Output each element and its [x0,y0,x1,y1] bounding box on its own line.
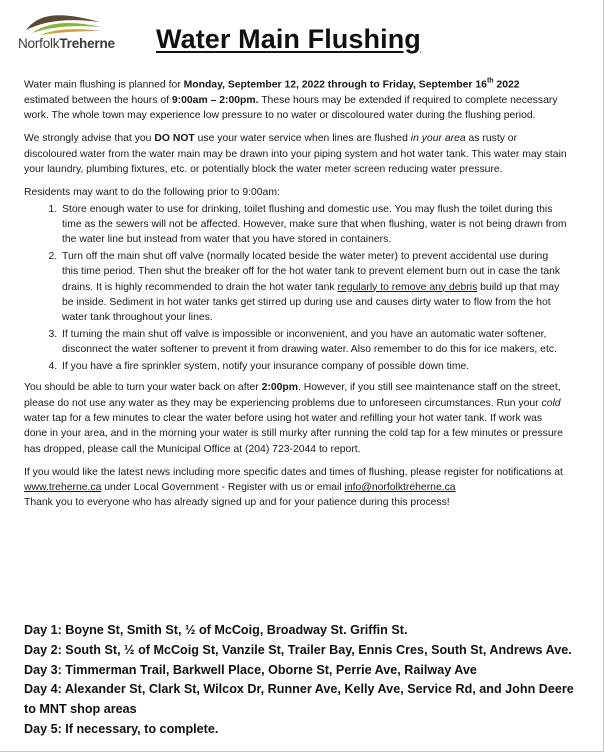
day-1-line: Day 1: Boyne St, Smith St, ½ of McCoig, Broadway St. Griffin St. [24,623,408,637]
year: 2022 [493,79,520,91]
time: 2:00pm [261,382,298,394]
text: water tap for a few minutes to clear the water before using hot water and refilling your hot water tank. If work was done in your area, and in the morning your water is still murky after running the cold tap for a few minutes or pressure has dropped, please call the Municipal Office at (204) 723-2044 to report. [24,412,563,455]
ordinal-suffix: th [486,78,494,85]
advisory-paragraph [24,131,567,177]
day-5-line: Day 5: If necessary, to complete. [24,721,219,736]
logo-brand-b: Treherne [59,36,115,51]
text: build up that may be inside. Sediment in hot water tanks get stirred up during use and causes dirty water to flow from the hot water tank throughout your lines. [62,281,560,324]
schedule-paragraph [24,74,567,123]
text: use your water service when lines are flushed [194,133,411,145]
date-range: Monday, September 12, 2022 through to Friday, September 16 [183,79,487,91]
restore-paragraph [24,380,567,456]
website-link[interactable]: www.treherne.ca [24,482,102,494]
day-3-line: Day 3: Timmerman Trail, Barkwell Place, Oborne St, Perrie Ave, Railway Ave [24,662,477,677]
text: as rusty or discoloured water from the water main may be drawn into your piping system and hot water tank. This water may stain your laundry, plumbing fixtures, etc. or potentially block the water meter screen reducing water pressure. [24,133,567,175]
text: . However, if you still see maintenance staff on the street, please do not use any water as they may be experiencing problems due to unforeseen circumstances. Run your [24,382,561,409]
day-2-line: Day 2: South St, ½ of McCoig St, Vanzile St, Trailer Bay, Ennis Cres, South St, Andrews Ave. [24,642,572,657]
logo-brand-a: Norfolk [18,36,60,51]
page-title: Water Main Flushing [156,24,421,54]
text: We strongly advise that you [24,133,155,145]
text: You should be able to turn your water back on after [24,382,262,394]
italic-emphasis: cold [541,397,561,409]
preparation-list [24,202,567,375]
day-4-line: Day 4: Alexander St, Clark St, Wilcox Dr, Runner Ave, Kelly Ave, Service Rd, and John Deere to MNT shop areas [24,682,574,717]
text: If you would like the latest news including more specific dates and times of flushing, please register for notifications at [24,466,563,478]
text: estimated between the hours of [24,94,172,106]
document-body [24,74,567,519]
text: under Local Government - Register with us or email [101,482,345,494]
register-paragraph [24,465,567,511]
logo-wordmark [18,36,115,51]
warning-emphasis: DO NOT [154,133,195,145]
text: Thank you to everyone who has already signed up and for your patience during this process! [24,497,450,509]
text: Water main flushing is planned for [24,79,184,91]
text: These hours may be extended if required to complete necessary work. The whole town may experience low pressure to no water or discoloured water during the flushing period. [24,94,558,122]
list-item [60,249,567,325]
hours: 9:00am – 2:00pm. [171,94,259,106]
italic-emphasis: in your area [410,133,466,145]
list-item: 3. If turning the main shut off valve is impossible or inconvenient, and you have an automatic water softener, disconnect the water softener to prevent it from drawing water. Also remember to do this for ice makers, etc. [60,327,567,358]
logo-wave-icon [22,10,104,36]
text: Turn off the main shut off valve (normally located beside the water meter) to prevent accidental use during this time period. Then shut the breaker off for the hot water tank to prevent element burn out in case the tank drains. It is highly recommended to drain the hot water tank [62,250,561,293]
norfolk-treherne-logo [18,10,128,52]
list-item: 1. Store enough water to use for drinking, toilet flushing and domestic use. You may flush the toilet during this time as the sewers will not be affected. However, make sure that when flushing, water is not being drawn from the water line but instead from water that you have stored in containers. [60,202,567,248]
flushing-schedule [24,621,584,740]
email-link[interactable]: info@norfolktreherne.ca [344,482,456,494]
underlined-text: regularly to remove any debris [337,281,478,293]
list-item: 4. If you have a fire sprinkler system, notify your insurance company of possible down time. [60,359,567,374]
list-intro: Residents may want to do the following prior to 9:00am: [24,187,280,199]
